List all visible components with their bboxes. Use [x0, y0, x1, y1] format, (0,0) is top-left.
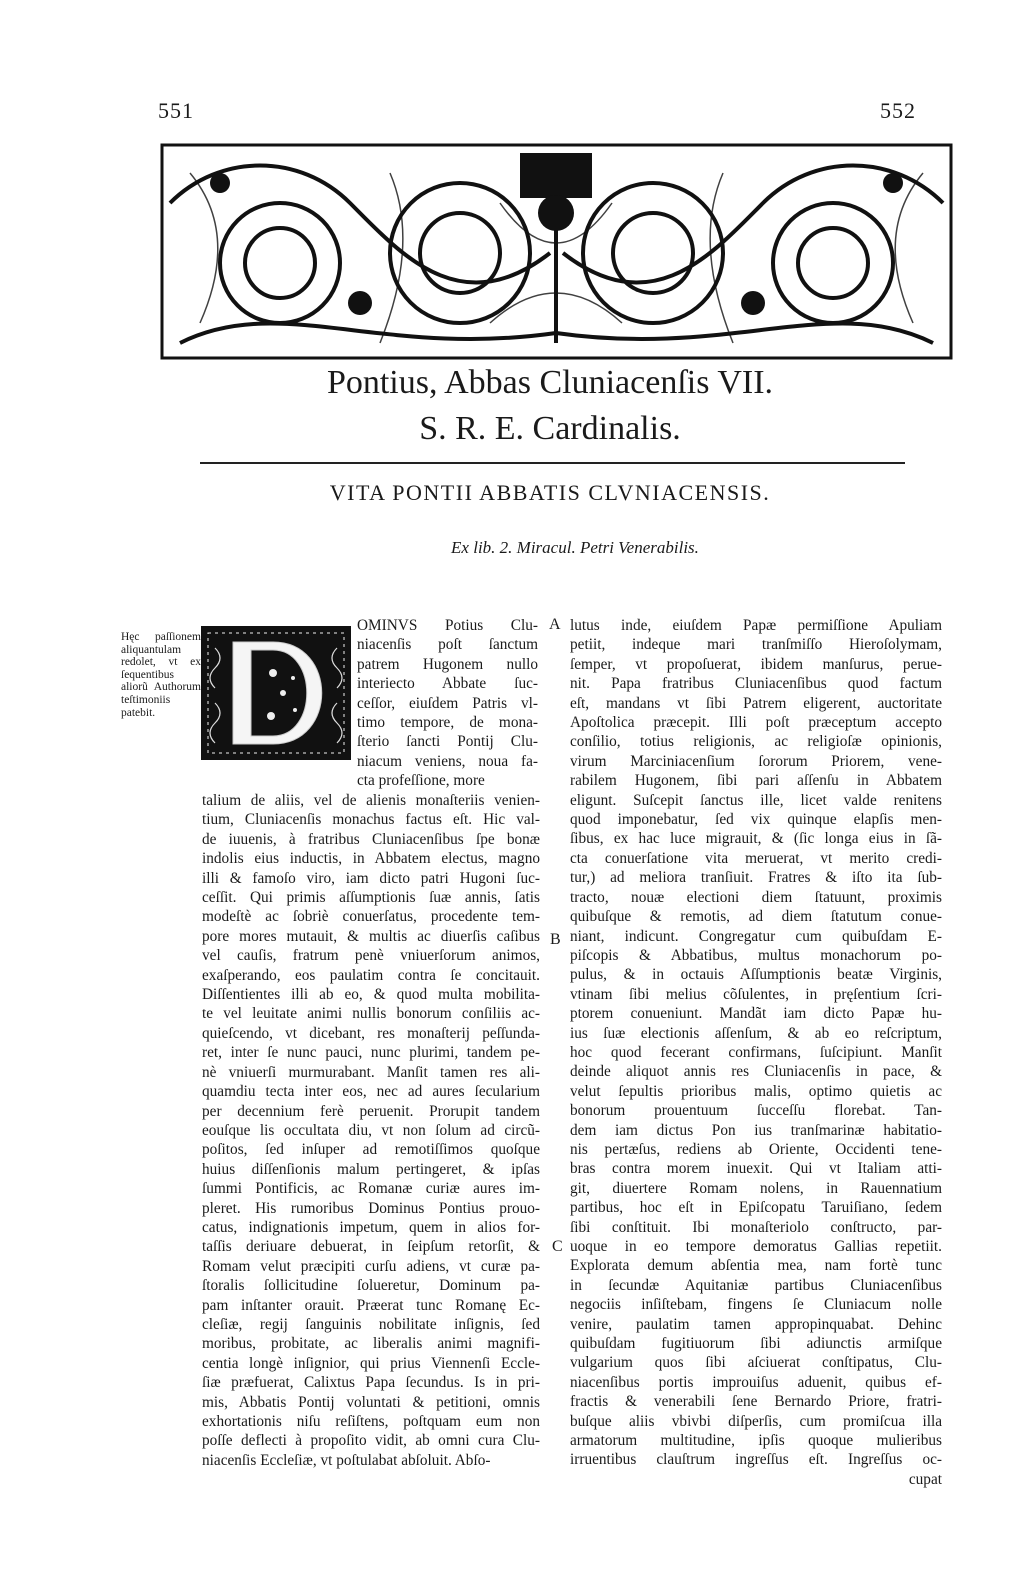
- source-citation: Ex lib. 2. Miracul. Petri Venerabilis.: [451, 538, 699, 557]
- text-line: ſibi conſtituit. Ibi monaſteriolo conſtructo, par-: [570, 1218, 942, 1236]
- text-line: niacenſibus portis improuiſus aduenit, quibus ef-: [570, 1373, 942, 1391]
- text-line: poſſe deflecti à propoſito vidit, ab omni cura Clu-: [202, 1432, 540, 1450]
- text-line: indolis eius inductis, in Abbatem electus, magno: [202, 850, 540, 868]
- text-line: Romam velut præcipiti curſu adiens, vt curæ pa-: [202, 1257, 540, 1275]
- page-number-right: 552: [880, 98, 916, 123]
- text-line: ſummi Pontificis, ac Romanæ curiæ aures im-: [202, 1180, 540, 1198]
- text-line: interiecto Abbate ſuc-: [357, 675, 538, 693]
- text-line: quamdiu tecta inter eos, nec ad aures ſecularium: [202, 1083, 540, 1101]
- margin-marker-c: C: [552, 1238, 563, 1255]
- section-subtitle: VITA PONTII ABBATIS CLVNIACENSIS.: [329, 480, 771, 505]
- text-line: pam inſtanter orauit. Præerat tunc Romanę Ec-: [202, 1296, 540, 1314]
- text-line: illi & famoſo viro, iam dicto patri Hugoni ſuc-: [202, 869, 540, 887]
- text-line: rabilem Hugonem, ſibi pari aſſenſu in Abbatem: [570, 772, 942, 790]
- text-line: vel cauſis, fratrum penè vniuerſorum animos,: [202, 947, 540, 965]
- text-line: nit. Papa fratribus Cluniacenſibus quod factum: [570, 675, 942, 693]
- text-line: ſibus, ex hac luce migrauit, & (ſic longa eius in ſã-: [570, 830, 942, 848]
- text-line: exaſperando, eos paulatim contra ſe concitauit.: [202, 966, 540, 984]
- catchword: cupat: [908, 1470, 942, 1488]
- text-line: piſcopis & Abbatibus, multus monachorum po-: [570, 946, 942, 964]
- text-line: centia longè inſignior, qui prius Viennenſi Eccle-: [202, 1354, 540, 1372]
- text-line: ceſſit. Qui primis aſſumptionis ſuæ annis, ſatis: [202, 889, 540, 907]
- text-line: quibuſque & remotis, ad diem ſtatutum conue-: [570, 908, 942, 926]
- text-line: hoc quod fecerant confirmans, ſuſcipiunt. Manſit: [570, 1043, 942, 1061]
- text-line: partibus, hoc eſt in Epiſcopatu Taruiſiano, ſedem: [570, 1199, 942, 1217]
- text-line: poſitos, ſed inſuper ad remotiſſimos quoſque: [202, 1141, 540, 1159]
- text-line: niacenſis Eccleſiæ, vt poſtulabat abſoluit. Abſo-: [202, 1451, 491, 1469]
- text-line: velut ſepultis prioribus malis, optimo quietis ac: [570, 1082, 942, 1100]
- page-number-left: 551: [158, 98, 194, 123]
- text-line: niacenſis poſt ſanctum: [357, 636, 538, 654]
- text-line: in ſecundæ Aquitaniæ partibus Cluniacenſibus: [570, 1276, 942, 1294]
- margin-note: Hęc paſſionem aliquantulam redolet, vt ex ſequentibus aliorũ Authorum teſtimoniis patebit.: [121, 631, 201, 719]
- text-line: dem iam dictus Pon ius tranſmarinæ habitatio-: [570, 1121, 942, 1139]
- text-line: huius diſſenſionis malum pertingeret, & ipſas: [202, 1160, 540, 1178]
- text-line: pleret. His rumoribus Dominus Pontius prouo-: [202, 1199, 540, 1217]
- ornate-initial-d-icon: [201, 626, 351, 760]
- text-line: petiit, indeque mari tranſmiſſo Hieroſolymam,: [570, 636, 942, 654]
- text-line: OMINVS Potius Clu-: [357, 617, 538, 634]
- text-line: de iuuenis, à fratribus Cluniacenſibus ſpe bonæ: [202, 830, 540, 848]
- text-line: mis, Abbatis Pontij voluntati & petitioni, omnis: [202, 1393, 540, 1411]
- text-line: ſtoralis ſollicitudine ſolueretur, Dominum pa-: [202, 1277, 540, 1295]
- text-line: ſiæ præfuerat, Calixtus Papa ſecundus. Is in pri-: [202, 1374, 540, 1392]
- text-line: Explorata demum abſentia mea, nam fortè tunc: [570, 1257, 942, 1275]
- title-line-2: S. R. E. Cardinalis.: [419, 410, 681, 447]
- text-line: bonorum prouentuum ſucceſſu florebat. Tan-: [570, 1102, 942, 1120]
- text-line: lutus inde, eiuſdem Papæ permiſſione Apuliam: [570, 617, 942, 634]
- text-line: Diſſentientes illi ab eo, & quod multa mobilita-: [202, 986, 540, 1004]
- text-line: nis pertæſus, rediens ab Oriente, Occidenti tene-: [570, 1140, 942, 1158]
- text-line: tur,) ad meliora tranſiuit. Fratres & iſto ita ſub-: [570, 869, 942, 887]
- text-line: conſilio, totius religionis, ac religioſæ opinionis,: [570, 733, 942, 751]
- text-line: bras contra morem inuexit. Qui vt Italiam atti-: [570, 1160, 942, 1178]
- text-line: patrem Hugonem nullo: [357, 655, 538, 673]
- text-line: venire, paulatim tamen appropinquabat. Dehinc: [570, 1315, 942, 1333]
- text-line: git, diuertere Romam nolens, in Rauennatium: [570, 1179, 942, 1197]
- title-line-1: Pontius, Abbas Cluniacenſis VII.: [326, 364, 774, 401]
- text-line: modeſtè ac ſobriè conuerſatus, procedente tem-: [202, 908, 540, 926]
- text-line: taſſis deriuare debuerat, in ſeipſum retorſit, &: [202, 1238, 540, 1256]
- text-line: quieſcendo, vt dicebant, res monaſterij peſſunda-: [202, 1024, 540, 1042]
- text-line: ius ſuæ electionis aſſenſum, & ab eo reſcriptum,: [570, 1024, 942, 1042]
- text-line: te vel leuitate animi nullis bonorum conſiliis ac-: [202, 1005, 540, 1023]
- text-line: tracto, nouæ electioni diem ſtatuunt, proximis: [570, 888, 942, 906]
- text-line: ſemper, vt propoſuerat, ibidem manſurus, perue-: [570, 655, 942, 673]
- text-line: ceſſor, eiuſdem Patris vl-: [357, 694, 538, 712]
- text-line: ret, inter ſe nunc pauci, nunc plurimi, tandem pe-: [202, 1044, 540, 1062]
- text-line: ſterio ſancti Pontij Clu-: [357, 733, 538, 751]
- text-line: vulgarium quos ſibi aſciuerat conſtipatus, Clu-: [570, 1354, 942, 1372]
- text-line: eouſque lis occultata diu, vt non ſolum ad circũ-: [202, 1121, 540, 1139]
- title-divider: [200, 462, 905, 464]
- text-line: niant, indicunt. Congregatur cum quibuſdam E-: [570, 927, 942, 945]
- text-line: eligunt. Suſcepit ſanctus ille, licet valde renitens: [570, 791, 942, 809]
- text-column-left-main: [202, 791, 540, 1470]
- text-line: deinde aliquot annis res Cluniacenſis in pace, &: [570, 1063, 942, 1081]
- text-line: timo tempore, de mona-: [357, 714, 538, 732]
- text-line: vtinam ſibi melius cõſulentes, in pręſentium ſcri-: [570, 985, 942, 1003]
- text-line: eſt, mandans vt ſibi Patrem eligerent, auctoritate: [570, 694, 942, 712]
- text-line: pulus, & in octauis Aſſumptionis beatæ Virginis,: [570, 966, 942, 984]
- text-line: virum Marciniacenſium ſororum Priorem, vene-: [570, 752, 942, 770]
- text-line: per decennium ferè peruenit. Prorupit tandem: [202, 1102, 540, 1120]
- text-line: quod imponebatur, ſed vix quinque elapſis men-: [570, 811, 942, 829]
- text-line: cta profeſſione, more: [357, 772, 485, 790]
- ornamental-headpiece-icon: [160, 143, 953, 360]
- text-line: talium de aliis, vel de alienis monaſteriis venien-: [202, 792, 540, 809]
- text-line: pore mores mutauit, & multis ac diuerſis caſibus: [202, 927, 540, 945]
- text-line: armatorum multitudine, ipſis quoque mulieribus: [570, 1432, 942, 1450]
- text-line: negociis inſiſtebam, fingens ſe Cluniacum nolle: [570, 1296, 942, 1314]
- text-line: uoque in eo tempore demoratus Gallias repetiit.: [570, 1238, 942, 1255]
- text-line: fractis & venerabili ſene Bernardo Priore, fratri-: [570, 1393, 942, 1411]
- text-line: nè vniuerſi murmurabant. Manſit tamen res ali-: [202, 1063, 540, 1081]
- margin-marker-a: A: [549, 616, 561, 633]
- text-line: Apoſtolica præcepit. Illi poſt præceptum accepto: [570, 714, 942, 732]
- text-column-right: [570, 616, 942, 1489]
- text-line: tium, Cluniacenſis monachus factus eſt. Hic val-: [202, 811, 540, 829]
- text-line: quibuſdam fugitiuorum ſibi adiunctis armiſque: [570, 1335, 942, 1353]
- text-line: niacum veniens, noua fa-: [357, 752, 538, 770]
- margin-marker-b: B: [550, 931, 561, 948]
- text-line: buſque aliis vbivbi diſperſis, cum promiſcua illa: [570, 1412, 942, 1430]
- text-column-left-top: [357, 616, 538, 791]
- text-line: irruentibus clauſtrum ingreſſus eſt. Ingreſſus oc-: [570, 1451, 942, 1469]
- text-line: cleſiæ, regij ſanguinis nobilitate inſignis, ſed: [202, 1315, 540, 1333]
- text-line: ptorem conueniunt. Mandãt iam dicto Papæ hu-: [570, 1005, 942, 1023]
- text-line: catus, indignationis impetum, quem in alios for-: [202, 1218, 540, 1236]
- text-line: exhortationis niſu reſiſtens, poſtquam eum non: [202, 1413, 540, 1430]
- text-line: cta conuerſatione vita meruerat, vt merito credi-: [570, 849, 942, 867]
- text-line: moribus, probitate, ac liberalis animi magnifi-: [202, 1335, 540, 1353]
